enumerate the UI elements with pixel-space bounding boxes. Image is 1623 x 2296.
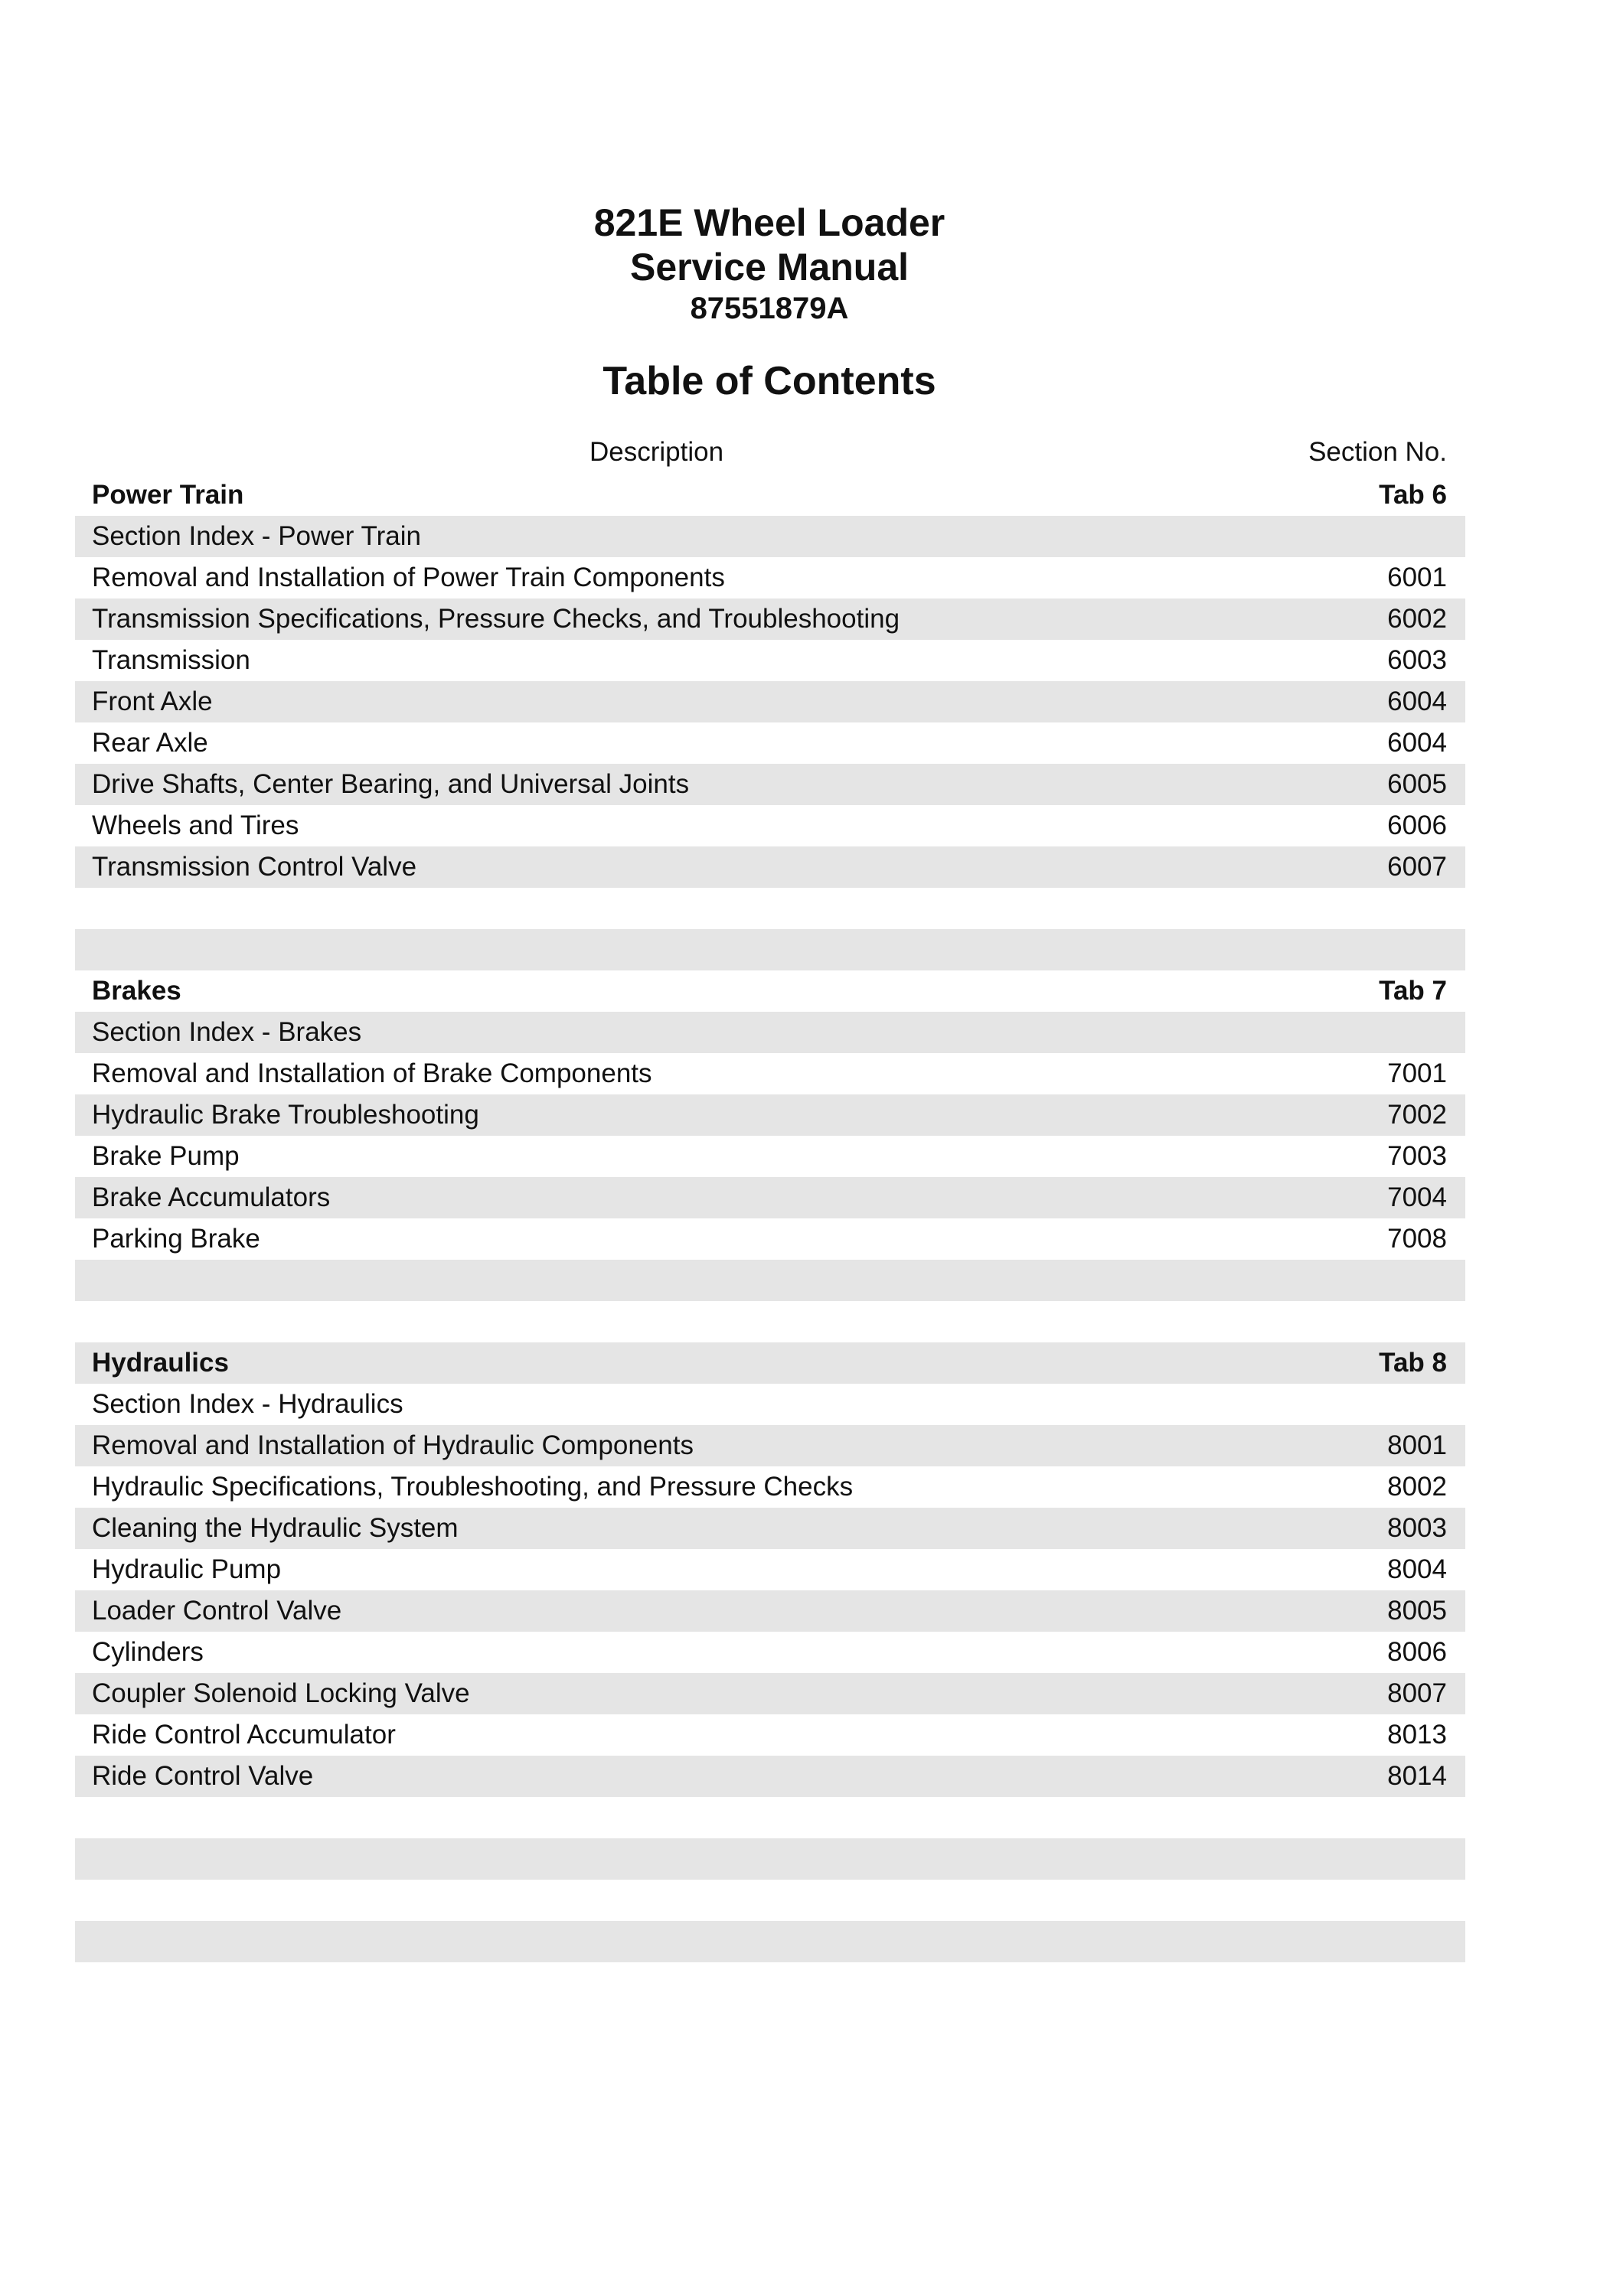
entry-description: Loader Control Valve (92, 1596, 342, 1626)
entry-description: Hydraulic Specifications, Troubleshooting, and Pressure Checks (92, 1472, 854, 1502)
entry-description: Cylinders (92, 1637, 204, 1667)
toc-entry-row (75, 1425, 1465, 1466)
toc-entry-row (75, 1094, 1465, 1136)
document-header (0, 201, 1539, 328)
entry-description: Rear Axle (92, 728, 208, 758)
toc-blank-row (75, 1838, 1465, 1880)
entry-section-number: 7008 (1387, 1224, 1447, 1254)
entry-description: Front Axle (92, 687, 213, 716)
entry-description: Removal and Installation of Hydraulic Components (92, 1430, 694, 1460)
entry-section-number: 6004 (1387, 728, 1447, 758)
toc-entry-row (75, 598, 1465, 640)
entry-section-number: 8002 (1387, 1472, 1447, 1502)
toc-entry-row (75, 557, 1465, 598)
toc-entry-row (75, 1384, 1465, 1425)
toc-entry-row (75, 1218, 1465, 1260)
toc-column-headers (75, 432, 1465, 473)
entry-section-number: 6004 (1387, 687, 1447, 716)
entry-description: Parking Brake (92, 1224, 260, 1254)
entry-description: Removal and Installation of Brake Components (92, 1058, 652, 1088)
toc-entry-row (75, 764, 1465, 805)
column-header-section: Section No. (1308, 437, 1447, 467)
entry-description: Transmission Specifications, Pressure Checks, and Troubleshooting (92, 604, 900, 634)
entry-description: Brake Accumulators (92, 1182, 331, 1212)
entry-section-number: 8013 (1387, 1720, 1447, 1750)
entry-description: Hydraulic Brake Troubleshooting (92, 1100, 479, 1130)
entry-section-number: 7002 (1387, 1100, 1447, 1130)
entry-section-number: 8007 (1387, 1678, 1447, 1708)
entry-section-number: 6006 (1387, 810, 1447, 840)
toc-entry-row (75, 1466, 1465, 1508)
entry-description: Coupler Solenoid Locking Valve (92, 1678, 470, 1708)
toc-entry-row (75, 1673, 1465, 1714)
document-subtitle: Service Manual (629, 246, 909, 289)
toc-blank-row (75, 888, 1465, 929)
entry-description: Ride Control Accumulator (92, 1720, 396, 1750)
toc-entry-row (75, 1632, 1465, 1673)
section-heading: Hydraulics (92, 1348, 229, 1378)
entry-section-number: 7003 (1387, 1141, 1447, 1171)
entry-section-number: 8003 (1387, 1513, 1447, 1543)
part-number: 87551879A (690, 292, 849, 325)
entry-section-number: 8004 (1387, 1554, 1447, 1584)
entry-section-number: 6003 (1387, 645, 1447, 675)
toc-entry-row (75, 805, 1465, 846)
toc-entry-row (75, 1590, 1465, 1632)
toc-section-heading-row (75, 1342, 1465, 1384)
entry-description: Transmission (92, 645, 250, 675)
toc-blank-row (75, 1921, 1465, 1962)
toc-title: Table of Contents (603, 359, 936, 403)
entry-section-number: 8001 (1387, 1430, 1447, 1460)
entry-section-number: 6005 (1387, 769, 1447, 799)
toc-blank-row (75, 1880, 1465, 1921)
entry-description: Wheels and Tires (92, 810, 299, 840)
entry-description: Section Index - Power Train (92, 521, 421, 551)
entry-description: Removal and Installation of Power Train Components (92, 563, 725, 592)
toc-entry-row (75, 1549, 1465, 1590)
toc-entry-row (75, 1053, 1465, 1094)
document-title: 821E Wheel Loader (593, 201, 945, 244)
toc-entry-row (75, 1177, 1465, 1218)
toc-entry-row (75, 1714, 1465, 1756)
toc-entry-row (75, 1508, 1465, 1549)
column-header-description: Description (589, 437, 724, 467)
toc-section-heading-row (75, 970, 1465, 1012)
toc-table (75, 475, 1465, 1962)
entry-description: Section Index - Brakes (92, 1017, 362, 1047)
entry-section-number: 8006 (1387, 1637, 1447, 1667)
entry-description: Section Index - Hydraulics (92, 1389, 403, 1419)
section-tab: Tab 7 (1379, 976, 1447, 1006)
section-tab: Tab 6 (1379, 480, 1447, 510)
entry-description: Ride Control Valve (92, 1761, 314, 1791)
entry-description: Brake Pump (92, 1141, 240, 1171)
toc-entry-row (75, 1136, 1465, 1177)
entry-description: Hydraulic Pump (92, 1554, 282, 1584)
section-tab: Tab 8 (1379, 1348, 1447, 1378)
toc-entry-row (75, 1756, 1465, 1797)
toc-blank-row (75, 1301, 1465, 1342)
entry-section-number: 7001 (1387, 1058, 1447, 1088)
entry-section-number: 8005 (1387, 1596, 1447, 1626)
toc-blank-row (75, 1260, 1465, 1301)
toc-entry-row (75, 1012, 1465, 1053)
toc-blank-row (75, 929, 1465, 970)
entry-description: Cleaning the Hydraulic System (92, 1513, 459, 1543)
section-heading: Power Train (92, 480, 244, 510)
toc-entry-row (75, 722, 1465, 764)
toc-entry-row (75, 681, 1465, 722)
entry-section-number: 6002 (1387, 604, 1447, 634)
entry-description: Transmission Control Valve (92, 852, 417, 882)
entry-section-number: 8014 (1387, 1761, 1447, 1791)
entry-description: Drive Shafts, Center Bearing, and Universal Joints (92, 769, 690, 799)
entry-section-number: 6007 (1387, 852, 1447, 882)
toc-entry-row (75, 640, 1465, 681)
toc-entry-row (75, 846, 1465, 888)
toc-section-heading-row (75, 475, 1465, 516)
toc-entry-row (75, 516, 1465, 557)
entry-section-number: 6001 (1387, 563, 1447, 592)
toc-blank-row (75, 1797, 1465, 1838)
entry-section-number: 7004 (1387, 1182, 1447, 1212)
section-heading: Brakes (92, 976, 181, 1006)
